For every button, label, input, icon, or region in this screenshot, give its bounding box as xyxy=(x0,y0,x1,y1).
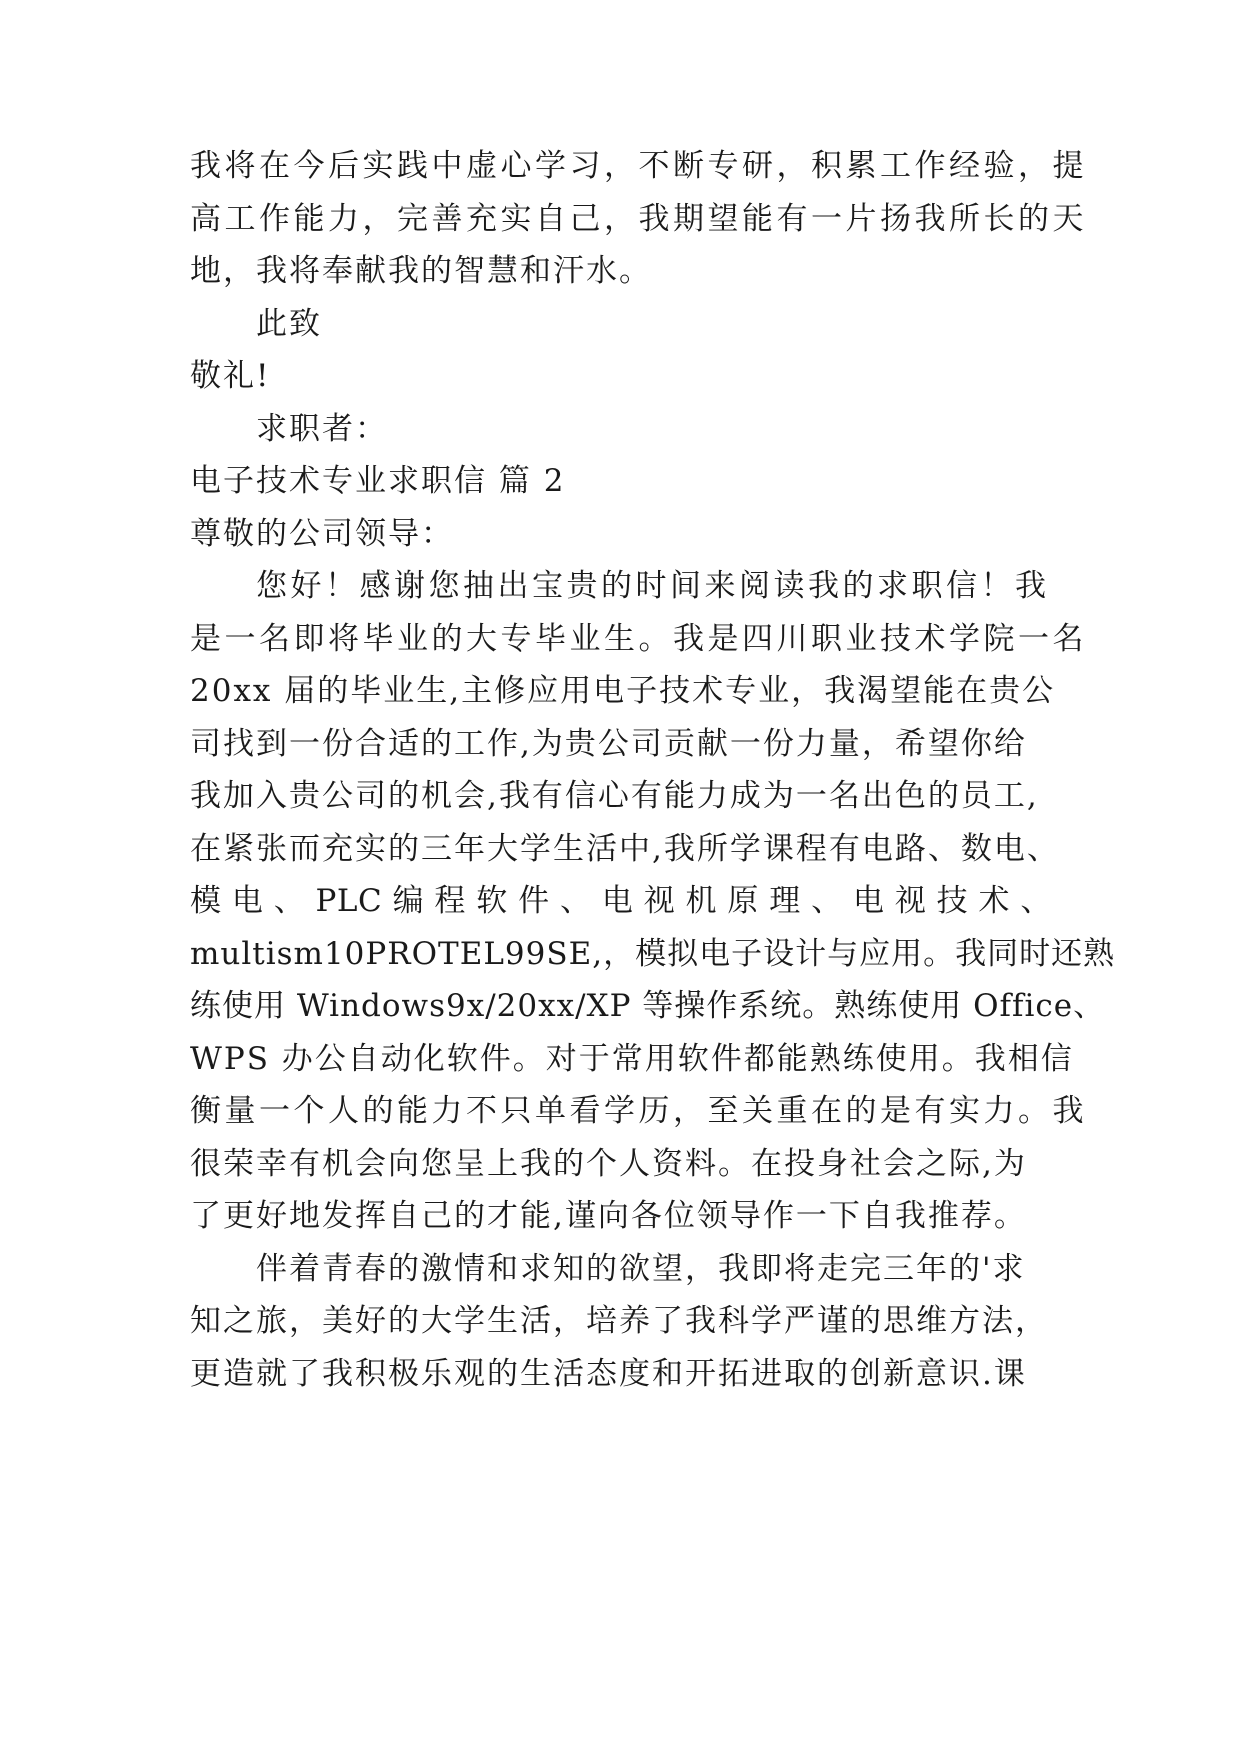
paragraph-line: WPS 办公自动化软件。对于常用软件都能熟练使用。我相信 xyxy=(190,1041,1074,1077)
paragraph-line: 司找到一份合适的工作,为贵公司贡献一份力量，希望你给 xyxy=(190,726,1027,762)
paragraph-line: 很荣幸有机会向您呈上我的个人资料。在投身社会之际,为 xyxy=(190,1146,1027,1182)
paragraph-line: 是一名即将毕业的大专毕业生。我是四川职业技术学院一名 xyxy=(190,621,1087,657)
paragraph-line: 更造就了我积极乐观的生活态度和开拓进取的创新意识.课 xyxy=(190,1356,1027,1392)
paragraph-line: 20xx 届的毕业生,主修应用电子技术专业，我渴望能在贵公 xyxy=(190,673,1056,709)
paragraph-line: 知之旅，美好的大学生活，培养了我科学严谨的思维方法， xyxy=(190,1303,1048,1339)
paragraph-line: 了更好地发挥自己的才能,谨向各位领导作一下自我推荐。 xyxy=(190,1198,1027,1234)
section-title: 电子技术专业求职信 篇 2 xyxy=(190,463,566,499)
signature-label: 求职者： xyxy=(256,411,388,447)
paragraph-line: 地，我将奉献我的智慧和汗水。 xyxy=(190,253,652,289)
closing-regards: 敬礼! xyxy=(190,358,271,394)
paragraph-line: 衡量一个人的能力不只单看学历，至关重在的是有实力。我 xyxy=(190,1093,1087,1129)
paragraph-line: 伴着青春的激情和求知的欲望，我即将走完三年的'求 xyxy=(256,1251,1026,1287)
paragraph-line: 我加入贵公司的机会,我有信心有能力成为一名出色的员工, xyxy=(190,778,1039,814)
closing-salutation: 此致 xyxy=(256,306,322,342)
paragraph-line: 练使用 Windows9x/20xx/XP 等操作系统。熟练使用 Office、 xyxy=(190,988,1106,1024)
paragraph-line: multism10PROTEL99SE,，模拟电子设计与应用。我同时还熟 xyxy=(190,936,1116,972)
paragraph-line: 您好！感谢您抽出宝贵的时间来阅读我的求职信！我 xyxy=(256,568,1050,604)
paragraph-line: 在紧张而充实的三年大学生活中,我所学课程有电路、数电、 xyxy=(190,831,1060,867)
letter-salutation: 尊敬的公司领导： xyxy=(190,516,454,552)
paragraph-line: 模 电 、 PLC 编 程 软 件 、 电 视 机 原 理 、 电 视 技 术 、 xyxy=(190,883,1052,919)
paragraph-line: 我将在今后实践中虚心学习，不断专研，积累工作经验，提 xyxy=(190,148,1087,184)
paragraph-line: 高工作能力，完善充实自己，我期望能有一片扬我所长的天 xyxy=(190,201,1087,237)
